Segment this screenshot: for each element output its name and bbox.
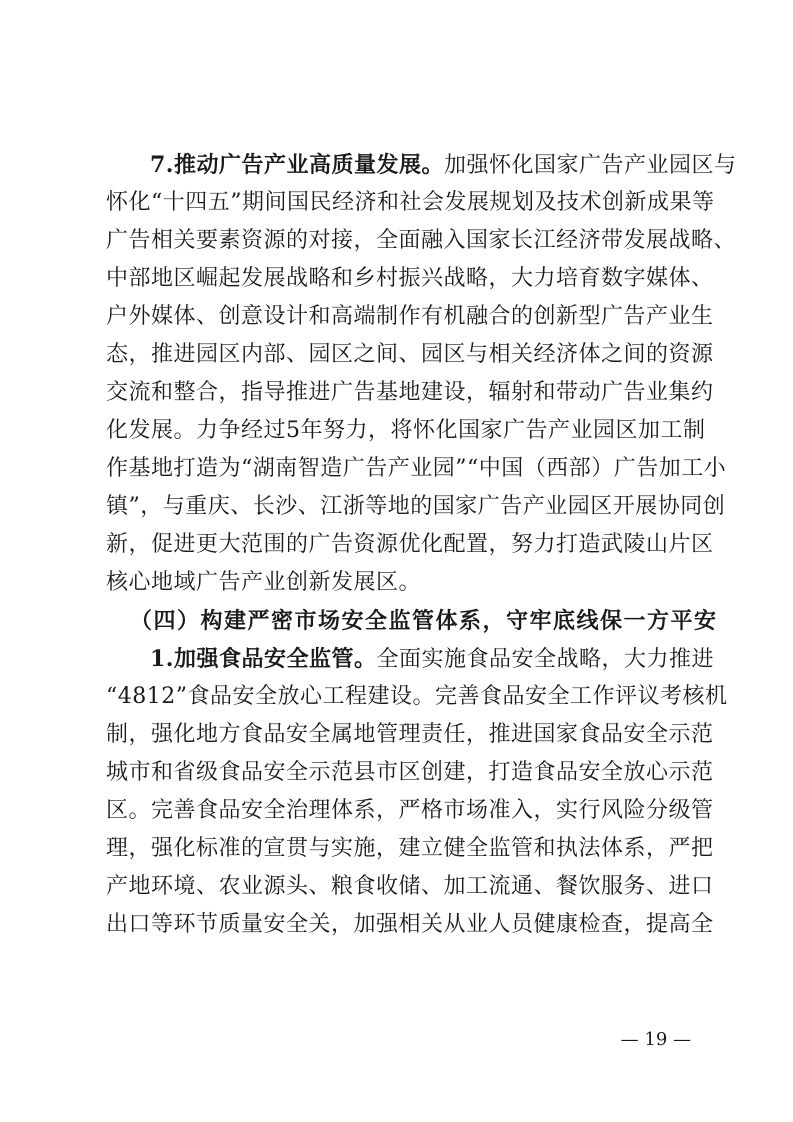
paragraph-text: 加强怀化国家广告产业园区与	[443, 153, 737, 178]
paragraph-line: 新，促进更大范围的广告资源优化配置，努力打造武陵山片区	[106, 532, 714, 557]
paragraph-line: 镇”，与重庆、长沙、江浙等地的国家广告产业园区开展协同创	[106, 494, 726, 519]
paragraph-line: 怀化“十四五”期间国民经济和社会发展规划及技术创新成果等	[106, 190, 715, 215]
paragraph-title: 1.加强食品安全监管。	[150, 646, 377, 672]
paragraph-line: 化发展。力争经过5年努力，将怀化国家广告产业园区加工制	[106, 418, 706, 443]
paragraph-line: 产地环境、农业源头、粮食收储、加工流通、餐饮服务、进口	[106, 874, 714, 899]
paragraph-line: 城市和省级食品安全示范县市区创建，打造食品安全放心示范	[106, 760, 714, 785]
paragraph-line: 态，推进园区内部、园区之间、园区与相关经济体之间的资源	[106, 342, 714, 367]
paragraph-text: 全面实施食品安全战略，大力推进	[376, 647, 714, 672]
paragraph-line: 制，强化地方食品安全属地管理责任，推进国家食品安全示范	[106, 722, 714, 747]
paragraph-line: 出口等环节质量安全关，加强相关从业人员健康检查，提高全	[106, 912, 714, 937]
page-number: — 19 —	[620, 1029, 691, 1050]
paragraph-line: 核心地域广告产业创新发展区。	[106, 570, 422, 595]
paragraph-line: 区。完善食品安全治理体系，严格市场准入，实行风险分级管	[106, 798, 714, 823]
paragraph-line: 交流和整合，指导推进广告基地建设，辐射和带动广告业集约	[106, 380, 714, 405]
paragraph-line: 中部地区崛起发展战略和乡村振兴战略，大力培育数字媒体、	[106, 266, 714, 291]
paragraph-line	[106, 640, 714, 678]
paragraph-line: 作基地打造为“湖南智造广告产业园”“中国（西部）广告加工小	[106, 456, 727, 481]
paragraph-line: 广告相关要素资源的对接，全面融入国家长江经济带发展战略、	[106, 228, 737, 253]
paragraph-title: 7.推动广告产业高质量发展。	[150, 152, 444, 178]
paragraph-line: “4812”食品安全放心工程建设。完善食品安全工作评议考核机	[106, 684, 728, 709]
page-content	[106, 146, 737, 944]
section-heading: （四）构建严密市场安全监管体系，守牢底线保一方平安	[130, 608, 718, 634]
paragraph-line: 理，强化标准的宣贯与实施，建立健全监管和执法体系，严把	[106, 836, 714, 861]
paragraph-line: 户外媒体、创意设计和高端制作有机融合的创新型广告产业生	[106, 304, 714, 329]
paragraph-line	[106, 146, 737, 184]
